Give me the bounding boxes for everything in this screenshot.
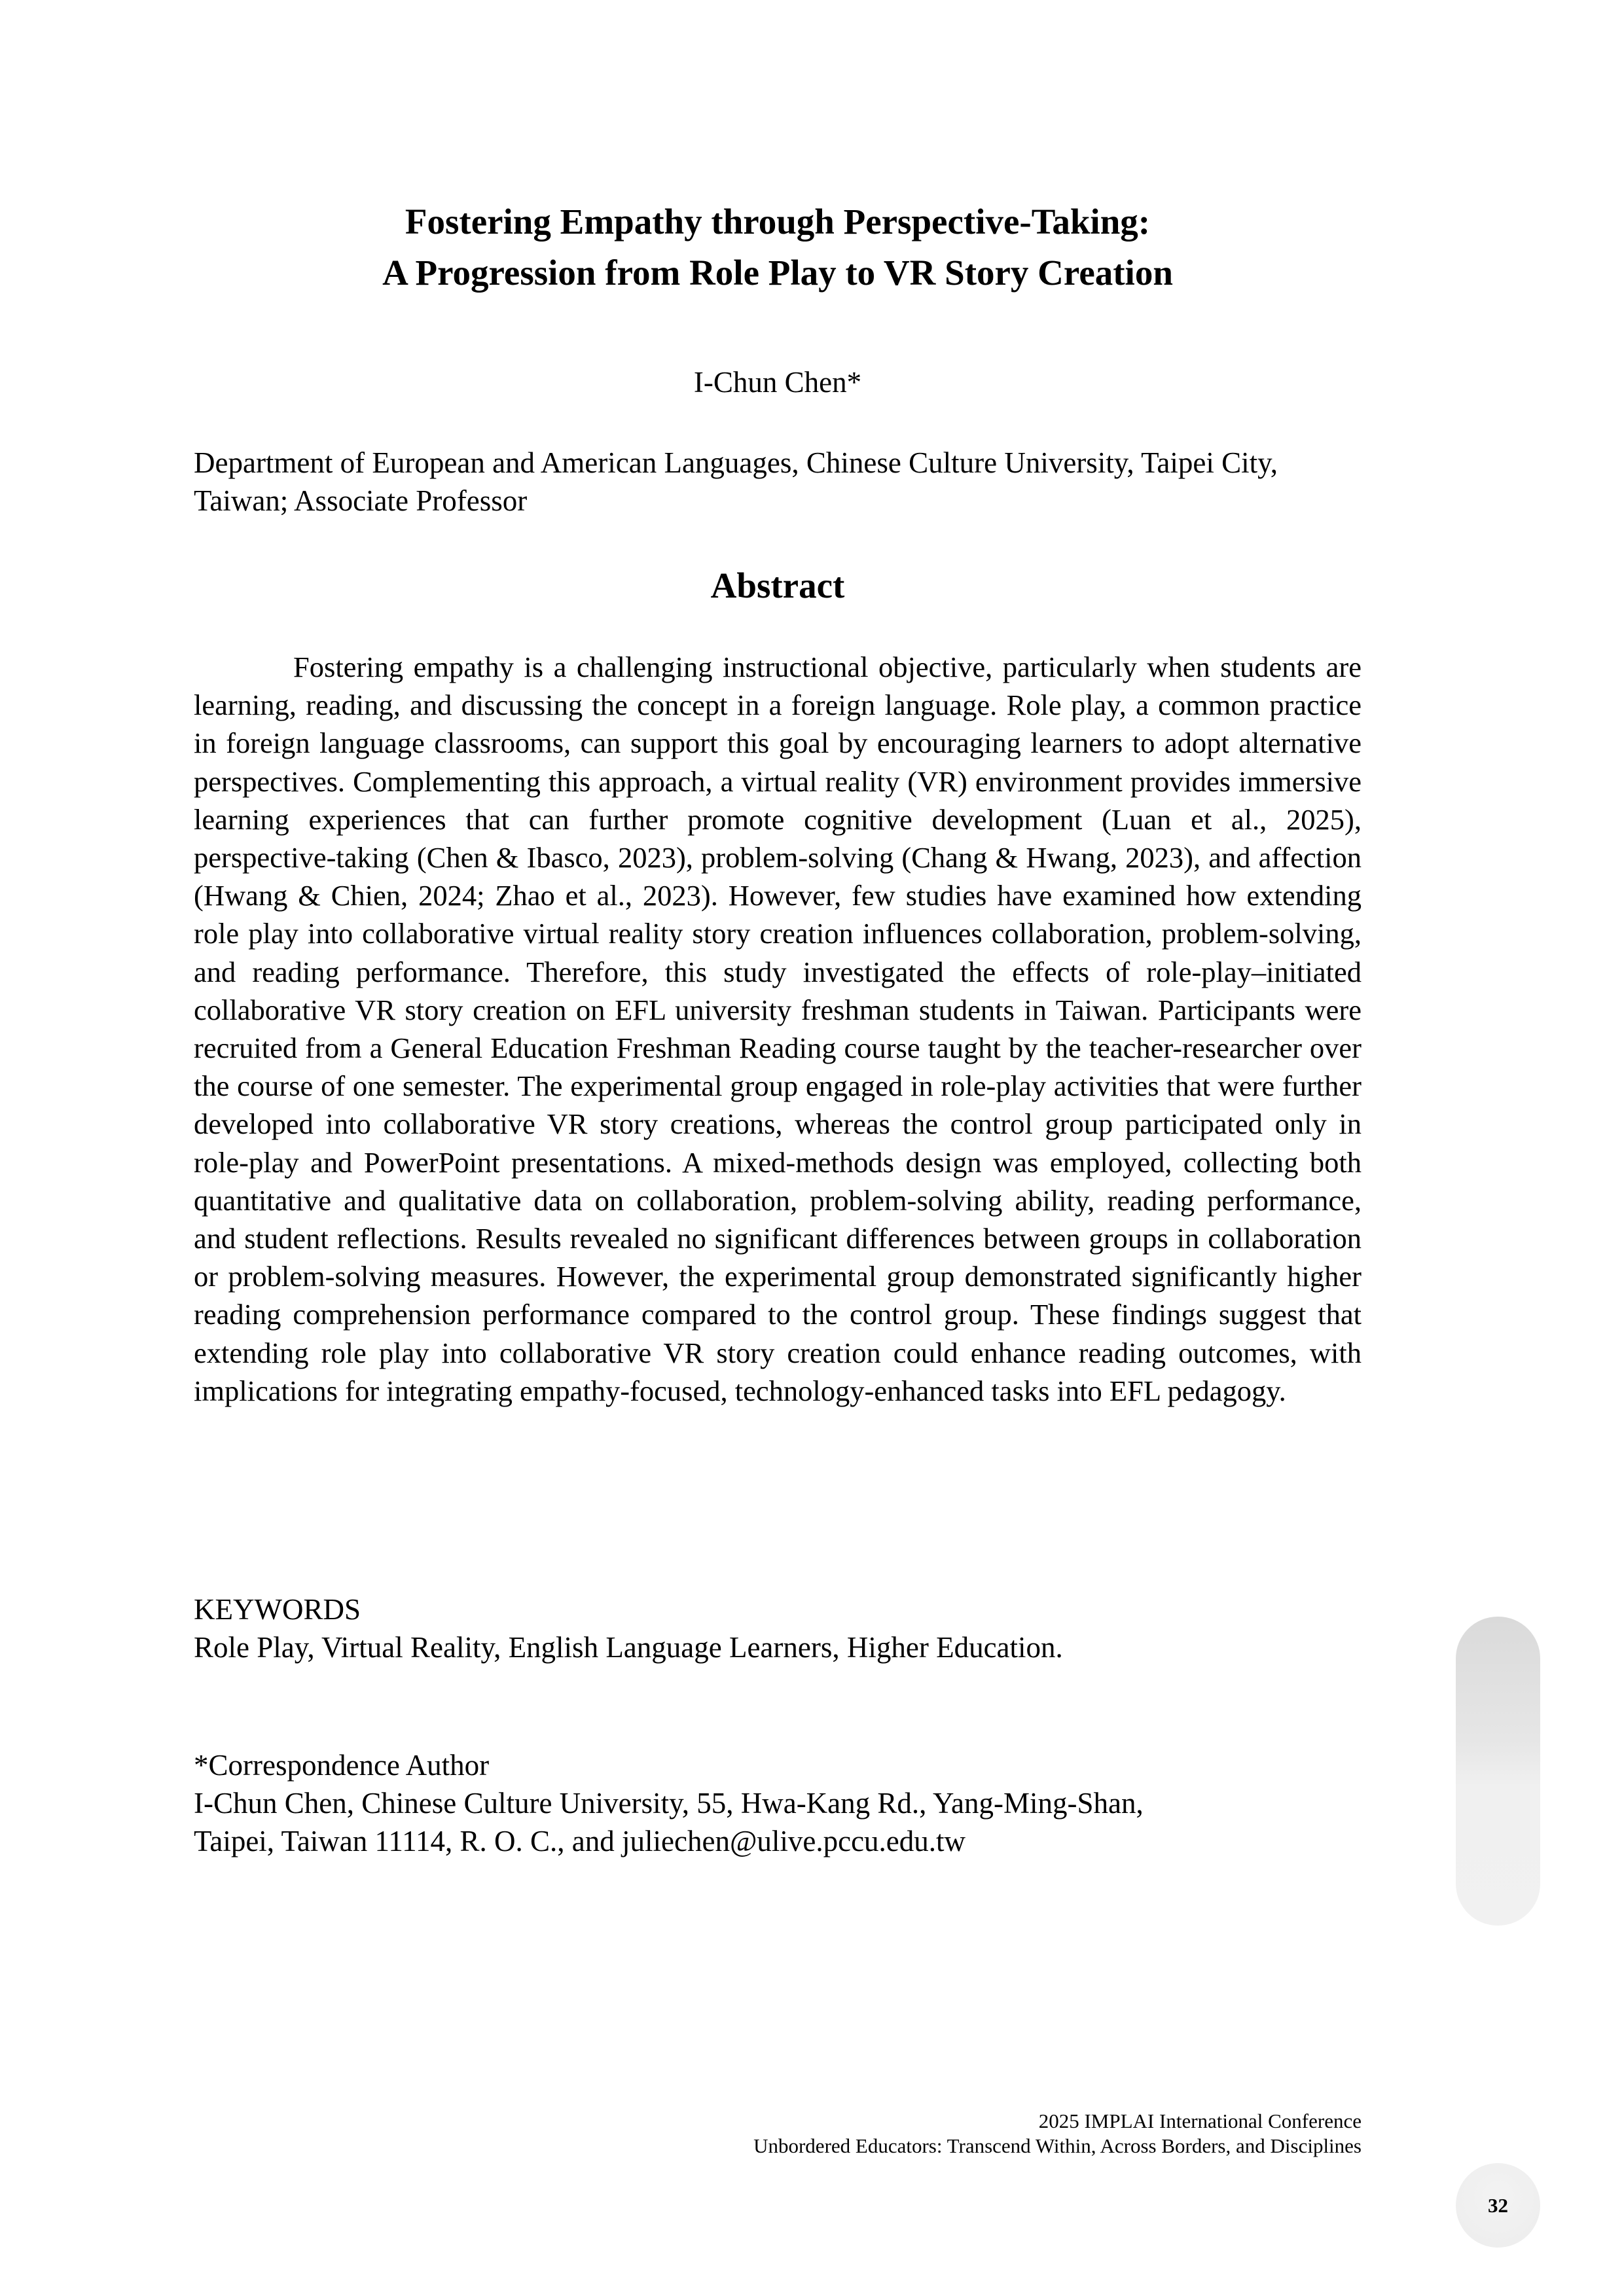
decorative-side-tab xyxy=(1456,1617,1540,1926)
page-footer xyxy=(753,2109,1362,2159)
footer-conference: 2025 IMPLAI International Conference xyxy=(1038,2109,1362,2132)
keywords-label: KEYWORDS xyxy=(194,1593,361,1626)
correspondence-line-1: I-Chun Chen, Chinese Culture University, 55, Hwa-Kang Rd., Yang-Ming-Shan, xyxy=(194,1787,1144,1820)
correspondence-label: *Correspondence Author xyxy=(194,1749,490,1782)
keywords-list: Role Play, Virtual Reality, English Language Learners, Higher Education. xyxy=(194,1631,1063,1664)
correspondence-line-2: Taipei, Taiwan 11114, R. O. C., and juliechen@ulive.pccu.edu.tw xyxy=(194,1825,966,1857)
author-affiliation: Department of European and American Languages, Chinese Culture University, Taipei City, Taiwan; Associate Professor xyxy=(194,446,1278,517)
title-line-1: Fostering Empathy through Perspective-Taking: xyxy=(405,202,1151,242)
page-number: 32 xyxy=(1488,2193,1508,2217)
paper-title xyxy=(194,196,1362,298)
abstract-body: Fostering empathy is a challenging instructional objective, particularly when students are learning, reading, and discussing the concept in a foreign language. Role play, a common practice in foreign language classrooms, can support this goal by encouraging learners to adopt alternative perspectives. Complementing this approach, a virtual reality (VR) environment provides immersive learning experiences that can further promote cognitive development (Luan et al., 2025), perspective-taking (Chen & Ibasco, 2023), problem-solving (Chang & Hwang, 2023), and affection (Hwang & Chien, 2024; Zhao et al., 2023). However, few studies have examined how extending role play into collaborative virtual reality story creation influences collaboration, problem-solving, and reading performance. Therefore, this study investigated the effects of role-play–initiated collaborative VR story creation on EFL university freshman students in Taiwan. Participants were recruited from a General Education Freshman Reading course taught by the teacher-researcher over the course of one semester. The experimental group engaged in role-play activities that were further developed into collaborative VR story creations, whereas the control group participated only in role-play and PowerPoint presentations. A mixed-methods design was employed, collecting both quantitative and qualitative data on collaboration, problem-solving ability, reading performance, and student reflections. Results revealed no significant differences between groups in collaboration or problem-solving measures. However, the experimental group demonstrated significantly higher reading comprehension performance compared to the control group. These findings suggest that extending role play into collaborative VR story creation could enhance reading outcomes, with implications for integrating empathy-focused, technology-enhanced tasks into EFL pedagogy. xyxy=(194,651,1362,1407)
correspondence-address xyxy=(194,1784,1144,1860)
author-name: I-Chun Chen* xyxy=(693,366,862,399)
abstract-heading: Abstract xyxy=(710,565,845,605)
page-number-badge xyxy=(1456,2163,1540,2248)
footer-theme: Unbordered Educators: Transcend Within, Across Borders, and Disciplines xyxy=(753,2134,1362,2157)
title-line-2: A Progression from Role Play to VR Story Creation xyxy=(382,253,1173,293)
